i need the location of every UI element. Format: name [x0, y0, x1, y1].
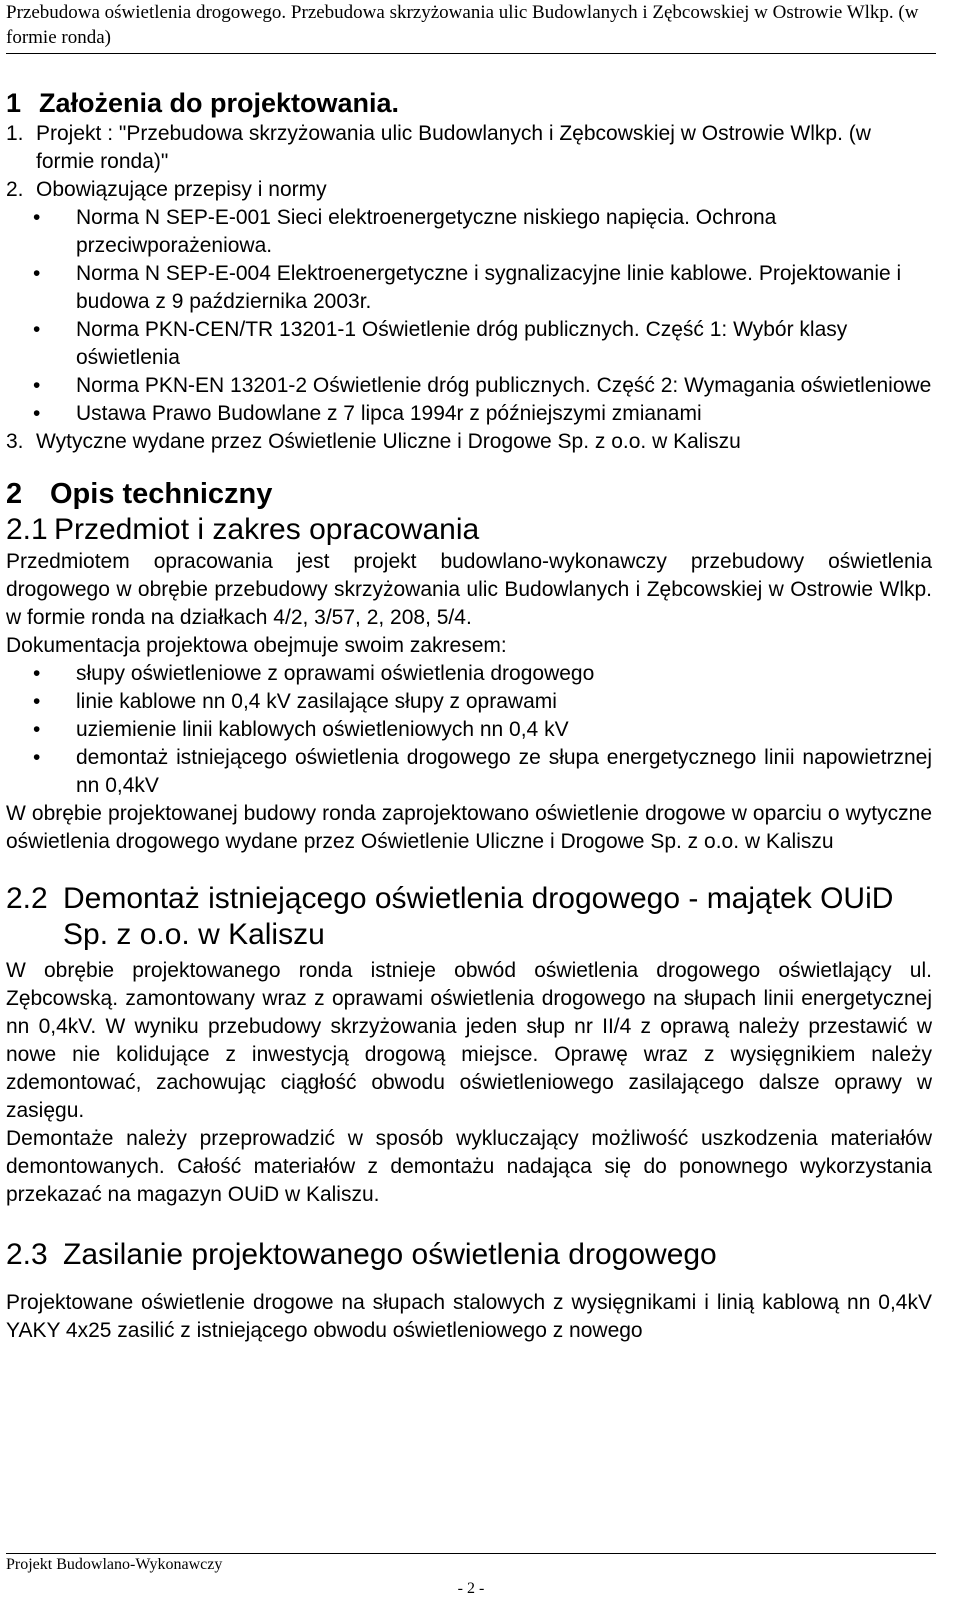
norm-item: • Ustawa Prawo Budowlane z 7 lipca 1994r z późniejszymi zmianami [6, 400, 932, 428]
norm-item: • Norma PKN-EN 13201-2 Oświetlenie dróg publicznych. Część 2: Wymagania oświetleniowe [6, 372, 932, 400]
section-2-2-number: 2.2 [6, 882, 48, 915]
paragraph: Demontaże należy przeprowadzić w sposób wykluczający możliwość uszkodzenia materiałów demontowanych. Całość materiałów z demontażu nadająca się do ponownego wykorzystania przekazać na magazyn OUiD w Kaliszu. [6, 1127, 932, 1206]
list-item-text: Wytyczne wydane przez Oświetlenie Uliczne i Drogowe Sp. z o.o. w Kaliszu [36, 430, 741, 453]
scope-item: • uziemienie linii kablowych oświetleniowych nn 0,4 kV [6, 716, 932, 744]
running-header-text: Przebudowa oświetlenia drogowego. Przebudowa skrzyżowania ulic Budowlanych i Zębcowskiej w Ostrowie Wlkp. (w formie ronda) [6, 2, 919, 48]
section-2-3-title: Zasilanie projektowanego oświetlenia drogowego [63, 1238, 717, 1271]
running-header [6, 0, 936, 54]
paragraph: Przedmiotem opracowania jest projekt budowlano-wykonawczy przebudowy oświetlenia drogowego w obrębie przebudowy skrzyżowania ulic Budowlanych i Zębcowskiej w Ostrowie Wlkp. w formie ronda na działkach 4/2, 3/57, 2, 208, 5/4. [6, 550, 932, 629]
section-2-3-number: 2.3 [6, 1238, 48, 1271]
list-item-number: 2. [6, 178, 24, 201]
scope-list [6, 660, 932, 800]
list-item [6, 120, 932, 176]
section-2-1-heading [6, 512, 932, 548]
scope-item: • demontaż istniejącego oświetlenia drogowego ze słupa energetycznego linii napowietrznej nn 0,4kV [6, 744, 932, 800]
section-2-heading [6, 476, 932, 512]
norms-list [6, 204, 932, 428]
list-item-text: Projekt : "Przebudowa skrzyżowania ulic Budowlanych i Zębcowskiej w Ostrowie Wlkp. (w formie ronda)" [36, 122, 871, 173]
section-2-3-heading [6, 1237, 932, 1273]
section-1-title: Założenia do projektowania. [39, 88, 400, 118]
page-number: - 2 - [457, 1580, 485, 1597]
section-2-number: 2 [6, 478, 23, 510]
scope-item: • słupy oświetleniowe z oprawami oświetlenia drogowego [6, 660, 932, 688]
section-1-heading [6, 86, 932, 120]
paragraph: W obrębie projektowanego ronda istnieje obwód oświetlenia drogowego oświetlający ul. Zębcowską. zamontowany wraz z oprawami oświetlenia drogowego na słupach linii energetycznej nn 0,4kV. W wyniku przebudowy skrzyżowania jeden słup nr II/4 z oprawą należy przestawić w nowe nie kolidujące z inwestycją drogową miejsce. Oprawę wraz z wysięgnikiem należy zdemontować, zachowując ciągłość obwodu oświetleniowego zasilającego dalsze oprawy w zasięgu. [6, 959, 932, 1122]
section-2-title: Opis techniczny [50, 478, 273, 510]
paragraph: Dokumentacja projektowa obejmuje swoim zakresem: [6, 634, 507, 657]
list-item-number: 1. [6, 122, 24, 145]
footer-label: Projekt Budowlano-Wykonawczy [6, 1556, 223, 1573]
section-2-2-title: Demontaż istniejącego oświetlenia drogowego - majątek OUiD Sp. z o.o. w Kaliszu [63, 882, 894, 951]
list-item [6, 176, 932, 204]
paragraph: Projektowane oświetlenie drogowe na słupach stalowych z wysięgnikami i linią kablową nn 0,4kV YAKY 4x25 zasilić z istniejącego obwodu oświetleniowego z nowego [6, 1291, 932, 1342]
section-2-1-number: 2.1 [6, 513, 48, 546]
norm-item: • Norma PKN-CEN/TR 13201-1 Oświetlenie dróg publicznych. Część 1: Wybór klasy oświetlenia [6, 316, 932, 372]
section-2-2-heading [6, 881, 932, 953]
list-item-text: Obowiązujące przepisy i normy [36, 178, 327, 201]
page-footer [6, 1553, 936, 1600]
document-body [6, 86, 932, 1345]
list-item [6, 428, 932, 456]
section-2-1-title: Przedmiot i zakres opracowania [54, 513, 480, 546]
section-1-number: 1 [6, 88, 22, 118]
scope-item: • linie kablowe nn 0,4 kV zasilające słupy z oprawami [6, 688, 932, 716]
norm-item: • Norma N SEP-E-004 Elektroenergetyczne i sygnalizacyjne linie kablowe. Projektowanie i budowa z 9 października 2003r. [6, 260, 932, 316]
paragraph: W obrębie projektowanej budowy ronda zaprojektowano oświetlenie drogowe w oparciu o wytyczne oświetlenia drogowego wydane przez Oświetlenie Uliczne i Drogowe Sp. z o.o. w Kaliszu [6, 802, 932, 853]
norm-item: • Norma N SEP-E-001 Sieci elektroenergetyczne niskiego napięcia. Ochrona przeciwporażeniowa. [6, 204, 932, 260]
list-item-number: 3. [6, 430, 24, 453]
